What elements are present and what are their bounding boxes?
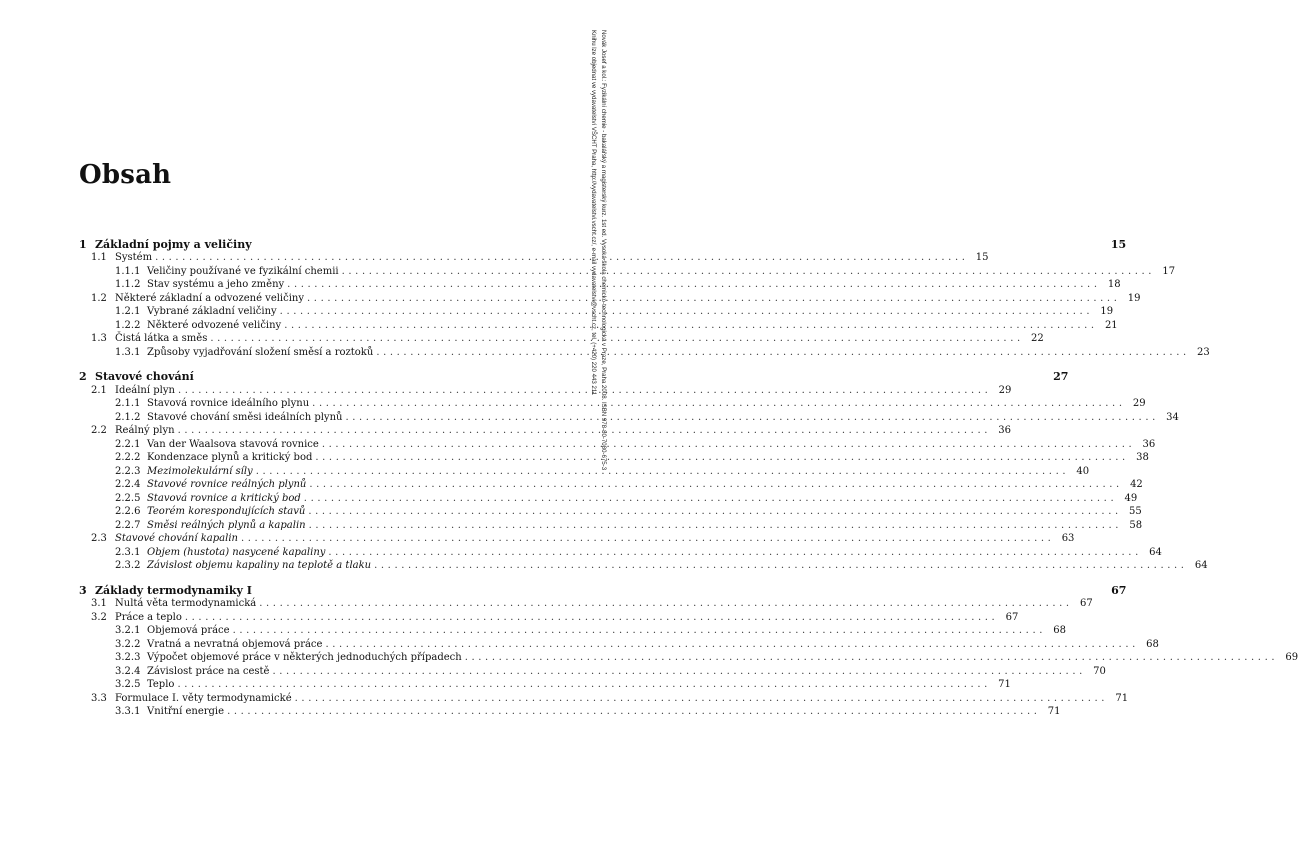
toc-section[interactable] (79, 532, 1075, 546)
toc-number: 1.1.2 (115, 279, 141, 290)
toc-number: 1.3 (91, 333, 107, 344)
toc-number: 2.2.3 (115, 465, 141, 477)
toc-title: Veličiny používané ve fyzikální chemii (147, 265, 339, 277)
toc-leader-dots: ........................................................................................................................ (374, 560, 1188, 571)
toc-number: 1.2.1 (115, 306, 141, 317)
toc-section[interactable] (79, 597, 1093, 611)
toc-subsection[interactable] (79, 397, 1146, 411)
toc-title: Systém (115, 252, 153, 263)
toc-page-number: 21 (1104, 319, 1118, 331)
toc-page-number: 67 (1111, 583, 1127, 597)
toc-subsection[interactable] (79, 345, 1210, 359)
page-title: Obsah (79, 160, 172, 190)
toc-number: 1 (79, 237, 87, 251)
toc-page-number: 63 (1061, 533, 1075, 544)
toc-title: Kondenzace plynů a kritický bod (147, 452, 313, 463)
toc-number: 3.1 (91, 598, 107, 609)
toc-page-number: 68 (1053, 625, 1067, 636)
toc-leader-dots: ........................................................................................................................ (287, 279, 1101, 290)
toc-leader-dots: ........................................................................................................................ (255, 465, 1070, 477)
toc-section[interactable] (79, 251, 989, 265)
toc-title: Stavová rovnice a kritický bod (147, 492, 301, 504)
toc-title: Teorém korespondujících stavů (147, 506, 306, 517)
toc-page-number: 38 (1136, 452, 1149, 463)
toc-number: 1.2 (91, 292, 107, 304)
toc-leader-dots: ........................................................................................................................ (341, 265, 1156, 277)
toc-title: Reálný plyn (115, 425, 175, 436)
toc-title: Stavové chování (95, 370, 194, 383)
toc-title: Teplo (147, 679, 175, 690)
toc-title: Objemová práce (147, 625, 230, 636)
toc-leader-dots: ........................................................................................................................ (210, 333, 1024, 344)
toc-leader-dots: ........................................................................................................................ (345, 411, 1159, 423)
toc-chapter[interactable] (79, 583, 1127, 597)
toc-leader-dots: ........................................................................................................................ (309, 479, 1123, 490)
toc-number: 1.1 (91, 252, 107, 263)
toc-page-number: 23 (1197, 346, 1210, 358)
toc-number: 2.2.1 (115, 438, 141, 450)
toc-page-number: 64 (1194, 560, 1208, 571)
toc-leader-dots: ........................................................................................................................ (284, 319, 1098, 331)
toc-title: Některé základní a odvozené veličiny (115, 292, 305, 304)
toc-subsection[interactable] (79, 518, 1143, 532)
toc-number: 3.2.3 (115, 652, 141, 663)
toc-leader-dots: ........................................................................................................................ (464, 652, 1279, 663)
toc-subsection[interactable] (79, 664, 1106, 678)
toc-number: 1.1.1 (115, 265, 141, 277)
toc-number: 1.2.2 (115, 319, 141, 331)
toc-number: 2.2.2 (115, 452, 141, 463)
toc-leader-dots: ........................................................................................................................ (321, 438, 1136, 450)
toc-leader-dots: ........................................................................................................................ (303, 492, 1118, 504)
toc-page-number: 29 (998, 384, 1012, 396)
toc-number: 3.2.1 (115, 625, 141, 636)
toc-number: 2.2.6 (115, 506, 141, 517)
toc-title: Směsi reálných plynů a kapalin (147, 519, 306, 531)
toc-title: Ideální plyn (115, 384, 175, 396)
toc-page-number: 40 (1076, 465, 1090, 477)
toc-section[interactable] (79, 424, 1012, 438)
toc-leader-dots: ........................................................................................................................ (232, 625, 1047, 636)
toc-page-number: 15 (975, 252, 989, 263)
toc-subsection[interactable] (79, 678, 1011, 692)
toc-title: Závislost objemu kapaliny na teplotě a tlaku (147, 560, 372, 571)
toc-title: Výpočet objemové práce v některých jednoduchých případech (147, 652, 462, 663)
toc-page-number: 71 (1047, 706, 1061, 717)
toc-page-number: 36 (998, 425, 1012, 436)
toc-subsection[interactable] (79, 491, 1138, 505)
toc-number: 3 (79, 583, 87, 597)
toc-page-number: 29 (1132, 398, 1146, 409)
toc-leader-dots: ........................................................................................................................ (259, 598, 1073, 609)
toc-section[interactable] (79, 291, 1141, 305)
side-note-line: Novák Josef a kol.: Fyzikální chemie - bakalářský a magisterský kurz. 1st ed. Vysoká škola chemicko-technologická v Praze, Praha 2008. ISBN 978-80-7080-675-3 (600, 30, 607, 471)
toc-title: Stav systému a jeho změny (147, 279, 285, 290)
toc-number: 2.2.4 (115, 479, 141, 490)
toc-leader-dots: ........................................................................................................................ (240, 533, 1055, 544)
toc-section[interactable] (79, 332, 1044, 346)
toc-page-number: 70 (1093, 665, 1106, 677)
toc-number: 3.3 (91, 692, 107, 704)
toc-page-number: 18 (1107, 279, 1121, 290)
toc-subsection[interactable] (79, 464, 1090, 478)
toc-number: 3.2 (91, 611, 107, 623)
toc-title: Van der Waalsova stavová rovnice (147, 438, 319, 450)
toc-leader-dots: ........................................................................................................................ (294, 692, 1109, 704)
toc-page-number: 22 (1031, 333, 1044, 344)
toc-page-number: 67 (1079, 598, 1093, 609)
toc-subsection[interactable] (79, 559, 1208, 573)
toc-subsection[interactable] (79, 651, 1298, 665)
toc-leader-dots: ........................................................................................................................ (177, 425, 992, 436)
toc-subsection[interactable] (79, 318, 1118, 332)
toc-title: Práce a teplo (115, 611, 182, 623)
toc-page-number: 36 (1142, 438, 1156, 450)
toc-number: 3.2.4 (115, 665, 141, 677)
toc-number: 2.1.2 (115, 411, 141, 423)
toc-subsection[interactable] (79, 264, 1176, 278)
toc-leader-dots: ........................................................................................................................ (312, 398, 1126, 409)
toc-leader-dots: ........................................................................................................................ (177, 679, 991, 690)
toc-leader-dots: ........................................................................................................................ (376, 346, 1190, 358)
toc-page-number: 34 (1166, 411, 1179, 423)
toc-page-number: 71 (1115, 692, 1129, 704)
toc-page-number: 17 (1162, 265, 1176, 277)
toc-title: Stavové chování směsi ideálních plynů (147, 411, 343, 423)
toc-number: 3.2.2 (115, 638, 141, 650)
toc-title: Mezimolekulární síly (147, 465, 253, 477)
toc-number: 2.2.5 (115, 492, 141, 504)
toc-leader-dots: ........................................................................................................................ (308, 506, 1122, 517)
toc-title: Stavové chování kapalin (115, 533, 238, 544)
toc-leader-dots: ........................................................................................................................ (325, 638, 1139, 650)
toc-number: 3.3.1 (115, 706, 141, 717)
toc-leader-dots: ........................................................................................................................ (307, 292, 1121, 304)
toc-number: 2.3 (91, 533, 107, 544)
toc-title: Stavová rovnice ideálního plynu (147, 398, 310, 409)
toc-subsection[interactable] (79, 410, 1179, 424)
toc-subsection[interactable] (79, 478, 1143, 492)
toc-page-number: 42 (1130, 479, 1143, 490)
toc-page-number: 64 (1149, 546, 1162, 558)
toc-leader-dots: ........................................................................................................................ (155, 252, 969, 263)
toc-page-number: 19 (1127, 292, 1141, 304)
toc-page-number: 27 (1053, 370, 1069, 383)
toc-subsection[interactable] (79, 437, 1156, 451)
toc-title: Vnitřní energie (147, 706, 225, 717)
toc-subsection[interactable] (79, 278, 1121, 292)
toc-number: 2.3.1 (115, 546, 141, 558)
toc-title: Formulace I. věty termodynamické (115, 692, 292, 704)
toc-page-number: 69 (1285, 652, 1298, 663)
toc-subsection[interactable] (79, 451, 1149, 465)
toc-page-number: 67 (1005, 611, 1019, 623)
toc-leader-dots: ........................................................................................................................ (227, 706, 1041, 717)
toc-title: Způsoby vyjadřování složení směsí a roztoků (147, 346, 374, 358)
toc-title: Vratná a nevratná objemová práce (147, 638, 323, 650)
toc-page-number: 19 (1100, 306, 1114, 317)
toc-number: 2.1.1 (115, 398, 141, 409)
toc-title: Čistá látka a směs (115, 333, 208, 344)
toc-chapter[interactable] (79, 237, 1127, 251)
toc-title: Závislost práce na cestě (147, 665, 270, 677)
toc-subsection[interactable] (79, 505, 1142, 519)
toc-page-number: 58 (1129, 519, 1143, 531)
toc-number: 2.2.7 (115, 519, 141, 531)
toc-leader-dots: ........................................................................................................................ (328, 546, 1142, 558)
toc-leader-dots: ........................................................................................................................ (272, 665, 1086, 677)
toc-subsection[interactable] (79, 545, 1162, 559)
toc-title: Základy termodynamiky I (95, 583, 252, 597)
toc-subsection[interactable] (79, 305, 1114, 319)
side-note-line: Knihu lze objednat ve vydavatelství VŠCHT Praha, http://vydavatelstvi.vscht.cz/, e-mail vydavatelstvi@vscht.cz, tel. (+420) 220 443 211 (590, 30, 597, 396)
toc-section[interactable] (79, 610, 1019, 624)
toc-section[interactable] (79, 383, 1012, 397)
toc-subsection[interactable] (79, 637, 1159, 651)
toc-page-number: 15 (1110, 237, 1127, 251)
toc-title: Vybrané základní veličiny (147, 306, 277, 317)
toc-number: 2.3.2 (115, 560, 141, 571)
toc-number: 2.1 (91, 384, 107, 396)
toc-leader-dots: ........................................................................................................................ (279, 306, 1094, 317)
toc-number: 2 (79, 370, 87, 383)
toc-subsection[interactable] (79, 705, 1061, 719)
toc-number: 2.2 (91, 425, 107, 436)
toc-leader-dots: ........................................................................................................................ (308, 519, 1123, 531)
toc-page-number: 71 (998, 679, 1011, 690)
toc-chapter[interactable] (79, 370, 1069, 384)
toc-title: Nultá věta termodynamická (115, 598, 257, 609)
toc-page-number: 68 (1146, 638, 1159, 650)
toc-page-number: 55 (1129, 506, 1142, 517)
toc-leader-dots: ........................................................................................................................ (315, 452, 1129, 463)
toc-number: 1.3.1 (115, 346, 141, 358)
toc-leader-dots: ........................................................................................................................ (177, 384, 992, 396)
toc-title: Základní pojmy a veličiny (95, 237, 252, 251)
toc-title: Některé odvozené veličiny (147, 319, 282, 331)
toc-title: Stavové rovnice reálných plynů (147, 479, 307, 490)
toc-leader-dots: ........................................................................................................................ (184, 611, 999, 623)
toc-title: Objem (hustota) nasycené kapaliny (147, 546, 326, 558)
toc-subsection[interactable] (79, 624, 1067, 638)
toc-page-number: 49 (1124, 492, 1138, 504)
toc-section[interactable] (79, 691, 1129, 705)
toc-number: 3.2.5 (115, 679, 141, 690)
